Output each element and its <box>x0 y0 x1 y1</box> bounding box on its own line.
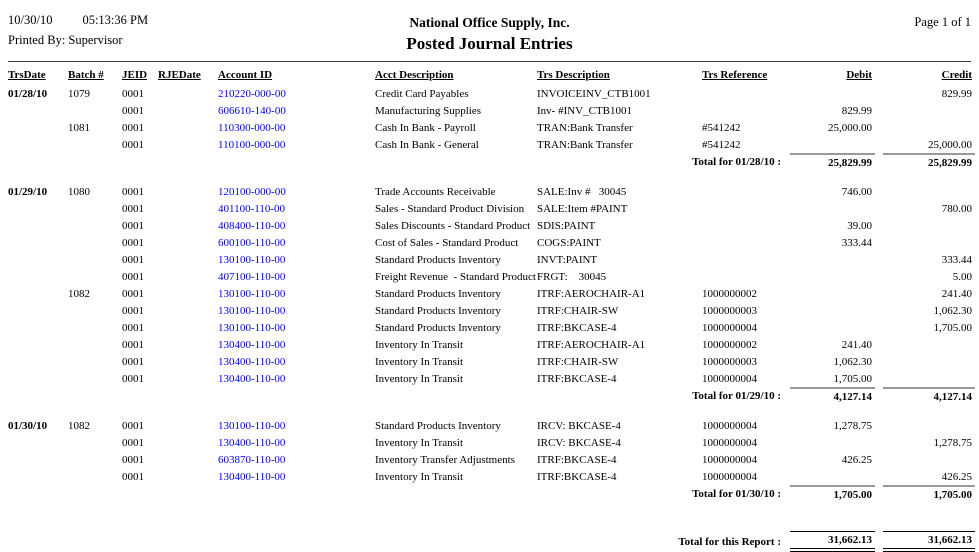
trs-reference-cell <box>702 200 790 217</box>
rjedate-cell <box>158 319 218 336</box>
credit-cell <box>875 451 975 468</box>
debit-cell: 241.40 <box>841 338 872 351</box>
jeid-cell: 0001 <box>122 104 144 117</box>
trs-description-cell: TRAN:Bank Transfer <box>537 121 633 134</box>
batch-number-cell <box>68 336 122 353</box>
account-id-link[interactable]: 130100-110-00 <box>218 304 286 317</box>
trs-date-cell <box>8 434 68 451</box>
col-header-rjedate: RJEDate <box>158 69 201 81</box>
trs-reference-cell: #541242 <box>702 121 741 134</box>
rjedate-cell <box>158 119 218 136</box>
account-id-link[interactable]: 408400-110-00 <box>218 219 286 232</box>
account-id-link[interactable]: 130400-110-00 <box>218 436 286 449</box>
print-time: 05:13:36 PM <box>82 13 149 27</box>
journal-row <box>8 336 975 353</box>
spacer-row <box>8 404 975 417</box>
rjedate-cell <box>158 217 218 234</box>
debit-cell <box>790 468 875 485</box>
batch-number-cell <box>68 268 122 285</box>
rjedate-cell <box>158 285 218 302</box>
trs-description-cell: ITRF:CHAIR-SW <box>537 355 619 368</box>
acct-description-cell: Sales Discounts - Standard Product <box>375 219 531 232</box>
debit-cell: 1,278.75 <box>833 419 872 432</box>
debit-cell <box>790 302 875 319</box>
trs-reference-cell <box>702 85 790 102</box>
jeid-cell: 0001 <box>122 236 144 249</box>
rjedate-cell <box>158 234 218 251</box>
journal-row <box>8 353 975 370</box>
debit-cell: 829.99 <box>841 104 872 117</box>
credit-cell: 241.40 <box>941 287 972 300</box>
acct-description-cell: Standard Products Inventory <box>375 304 501 317</box>
col-header-account: Account ID <box>218 69 273 81</box>
col-header-trsdesc: Trs Description <box>537 69 610 81</box>
debit-cell <box>790 136 875 153</box>
account-id-link[interactable]: 130400-110-00 <box>218 355 286 368</box>
journal-row <box>8 451 975 468</box>
debit-cell: 39.00 <box>847 219 872 232</box>
batch-number-cell <box>68 200 122 217</box>
journal-row <box>8 119 975 136</box>
account-id-link[interactable]: 110100-000-00 <box>218 138 286 151</box>
trs-date-cell <box>8 451 68 468</box>
journal-row <box>8 370 975 387</box>
credit-cell <box>875 370 975 387</box>
debit-cell: 25,000.00 <box>828 121 872 134</box>
col-header-trsdate: TrsDate <box>8 69 46 81</box>
trs-date-cell: 01/29/10 <box>8 185 48 198</box>
credit-cell <box>875 119 975 136</box>
acct-description-cell: Standard Products Inventory <box>375 287 501 300</box>
batch-number-cell: 1082 <box>68 419 90 432</box>
print-date: 10/30/10 <box>8 13 53 27</box>
account-id-link[interactable]: 110300-000-00 <box>218 121 286 134</box>
trs-date-cell <box>8 119 68 136</box>
trs-date-cell: 01/30/10 <box>8 419 48 432</box>
total-credit-value: 4,127.14 <box>883 387 975 404</box>
credit-cell: 1,278.75 <box>933 436 972 449</box>
trs-date-cell <box>8 285 68 302</box>
acct-description-cell: Manufacturing Supplies <box>375 104 482 117</box>
trs-reference-cell: 1000000004 <box>702 372 757 385</box>
trs-description-cell: TRAN:Bank Transfer <box>537 138 633 151</box>
printed-by: Printed By: Supervisor <box>8 33 123 47</box>
batch-number-cell <box>68 319 122 336</box>
trs-reference-cell: 1000000004 <box>702 470 757 483</box>
credit-cell: 829.99 <box>941 87 972 100</box>
journal-row <box>8 85 975 102</box>
spacer-row <box>8 502 975 515</box>
credit-cell <box>875 217 975 234</box>
account-id-link[interactable]: 407100-110-00 <box>218 270 286 283</box>
jeid-cell: 0001 <box>122 355 144 368</box>
trs-reference-cell <box>702 217 790 234</box>
account-id-link[interactable]: 120100-000-00 <box>218 185 286 198</box>
trs-reference-cell: 1000000002 <box>702 338 757 351</box>
trs-reference-cell <box>702 183 790 200</box>
acct-description-cell: Inventory In Transit <box>375 338 463 351</box>
credit-cell <box>875 234 975 251</box>
trs-reference-cell: 1000000004 <box>702 419 757 432</box>
journal-row <box>8 417 975 434</box>
credit-cell: 5.00 <box>952 270 972 283</box>
total-credit-cell <box>875 387 975 404</box>
rjedate-cell <box>158 183 218 200</box>
journal-row <box>8 183 975 200</box>
trs-date-cell: 01/28/10 <box>8 87 48 100</box>
report-title: Posted Journal Entries <box>406 34 573 53</box>
journal-row <box>8 102 975 119</box>
col-header-trsref: Trs Reference <box>702 69 768 81</box>
total-debit-value: 25,829.99 <box>790 153 875 170</box>
rjedate-cell <box>158 353 218 370</box>
debit-cell: 1,062.30 <box>833 355 872 368</box>
acct-description-cell: Inventory Transfer Adjustments <box>375 453 515 466</box>
journal-row <box>8 268 975 285</box>
journal-row <box>8 234 975 251</box>
jeid-cell: 0001 <box>122 321 144 334</box>
total-debit-value: 4,127.14 <box>790 387 875 404</box>
account-id-link[interactable]: 401100-110-00 <box>218 202 286 215</box>
rjedate-cell <box>158 102 218 119</box>
acct-description-cell: Inventory In Transit <box>375 372 463 385</box>
jeid-cell: 0001 <box>122 304 144 317</box>
company-name: National Office Supply, Inc. <box>409 15 570 30</box>
acct-description-cell: Standard Products Inventory <box>375 321 501 334</box>
debit-cell: 1,705.00 <box>833 372 872 385</box>
report-header <box>8 13 971 54</box>
rjedate-cell <box>158 268 218 285</box>
total-debit-cell <box>790 387 875 404</box>
acct-description-cell: Cash In Bank - Payroll <box>375 121 476 134</box>
col-header-acctdesc: Acct Description <box>375 69 454 81</box>
total-credit-value: 25,829.99 <box>883 153 975 170</box>
jeid-cell: 0001 <box>122 121 144 134</box>
trs-date-cell <box>8 468 68 485</box>
trs-date-cell <box>8 319 68 336</box>
acct-description-cell: Standard Products Inventory <box>375 253 501 266</box>
total-debit-value: 31,662.13 <box>790 531 875 552</box>
total-label: Total for 01/30/10 : <box>692 487 781 500</box>
rjedate-cell <box>158 370 218 387</box>
acct-description-cell: Cash In Bank - General <box>375 138 479 151</box>
credit-cell: 333.44 <box>941 253 972 266</box>
batch-number-cell <box>68 234 122 251</box>
jeid-cell: 0001 <box>122 185 144 198</box>
total-label: Total for this Report : <box>678 535 781 548</box>
trs-description-cell: INVT:PAINT <box>537 253 598 266</box>
jeid-cell: 0001 <box>122 87 144 100</box>
acct-description-cell: Trade Accounts Receivable <box>375 185 496 198</box>
column-header-row <box>8 62 975 85</box>
debit-cell <box>790 251 875 268</box>
trs-date-cell <box>8 251 68 268</box>
acct-description-cell: Inventory In Transit <box>375 436 463 449</box>
spacer-cell <box>8 404 975 417</box>
journal-table-body <box>8 85 975 552</box>
jeid-cell: 0001 <box>122 470 144 483</box>
jeid-cell: 0001 <box>122 253 144 266</box>
trs-reference-cell: #541242 <box>702 138 741 151</box>
rjedate-cell <box>158 451 218 468</box>
batch-number-cell <box>68 451 122 468</box>
jeid-cell: 0001 <box>122 372 144 385</box>
batch-number-cell <box>68 102 122 119</box>
rjedate-cell <box>158 417 218 434</box>
jeid-cell: 0001 <box>122 270 144 283</box>
spacer-row <box>8 515 975 531</box>
journal-row <box>8 217 975 234</box>
trs-reference-cell: 1000000004 <box>702 453 757 466</box>
debit-cell <box>790 85 875 102</box>
trs-description-cell: ITRF:BKCASE-4 <box>537 453 617 466</box>
credit-cell <box>875 417 975 434</box>
total-row <box>8 153 975 170</box>
rjedate-cell <box>158 434 218 451</box>
trs-date-cell <box>8 136 68 153</box>
col-header-jeid: JEID <box>122 69 148 81</box>
trs-description-cell: ITRF:AEROCHAIR-A1 <box>537 287 646 300</box>
acct-description-cell: Cost of Sales - Standard Product <box>375 236 519 249</box>
rjedate-cell <box>158 85 218 102</box>
credit-cell <box>875 336 975 353</box>
trs-date-cell <box>8 302 68 319</box>
trs-date-cell <box>8 102 68 119</box>
account-id-link[interactable]: 606610-140-00 <box>218 104 286 117</box>
debit-cell <box>790 268 875 285</box>
trs-description-cell: SALE:Item #PAINT <box>537 202 628 215</box>
trs-date-cell <box>8 370 68 387</box>
batch-number-cell <box>68 370 122 387</box>
credit-cell: 780.00 <box>941 202 972 215</box>
trs-description-cell: ITRF:BKCASE-4 <box>537 470 617 483</box>
trs-description-cell: COGS:PAINT <box>537 236 601 249</box>
report-header-center <box>288 13 691 54</box>
trs-reference-cell: 1000000004 <box>702 436 757 449</box>
acct-description-cell: Freight Revenue - Standard Product <box>375 270 536 283</box>
trs-description-cell: ITRF:CHAIR-SW <box>537 304 619 317</box>
trs-date-cell <box>8 234 68 251</box>
credit-cell <box>875 102 975 119</box>
account-id-link[interactable]: 210220-000-00 <box>218 87 286 100</box>
journal-row <box>8 319 975 336</box>
col-header-credit: Credit <box>941 69 972 81</box>
col-header-debit: Debit <box>846 69 872 81</box>
trs-reference-cell: 1000000002 <box>702 287 757 300</box>
debit-cell: 333.44 <box>841 236 872 249</box>
jeid-cell: 0001 <box>122 202 144 215</box>
account-id-link[interactable]: 130400-110-00 <box>218 372 286 385</box>
trs-description-cell: ITRF:BKCASE-4 <box>537 321 617 334</box>
report-header-left <box>8 13 288 48</box>
rjedate-cell <box>158 136 218 153</box>
total-label: Total for 01/28/10 : <box>692 155 781 168</box>
jeid-cell: 0001 <box>122 219 144 232</box>
trs-reference-cell: 1000000003 <box>702 304 757 317</box>
total-credit-cell <box>875 485 975 502</box>
account-id-link[interactable]: 130400-110-00 <box>218 470 286 483</box>
acct-description-cell: Credit Card Payables <box>375 87 469 100</box>
credit-cell <box>875 183 975 200</box>
total-row <box>8 531 975 552</box>
total-row <box>8 387 975 404</box>
acct-description-cell: Standard Products Inventory <box>375 419 501 432</box>
batch-number-cell: 1081 <box>68 121 90 134</box>
account-id-link[interactable]: 130100-110-00 <box>218 321 286 334</box>
trs-description-cell: SDIS:PAINT <box>537 219 596 232</box>
journal-row <box>8 302 975 319</box>
rjedate-cell <box>158 200 218 217</box>
trs-reference-cell <box>702 234 790 251</box>
credit-cell <box>875 353 975 370</box>
rjedate-cell <box>158 251 218 268</box>
total-debit-cell <box>790 153 875 170</box>
debit-cell <box>790 285 875 302</box>
spacer-cell <box>8 170 975 183</box>
trs-reference-cell: 1000000003 <box>702 355 757 368</box>
print-date-time <box>8 13 288 28</box>
total-row <box>8 485 975 502</box>
spacer-cell <box>8 515 975 531</box>
trs-description-cell: Inv- #INV_CTB1001 <box>537 104 633 117</box>
batch-number-cell <box>68 217 122 234</box>
debit-cell <box>790 319 875 336</box>
journal-entries-table <box>8 62 975 552</box>
journal-row <box>8 434 975 451</box>
jeid-cell: 0001 <box>122 436 144 449</box>
rjedate-cell <box>158 468 218 485</box>
spacer-row <box>8 170 975 183</box>
credit-cell: 426.25 <box>941 470 972 483</box>
total-credit-cell <box>875 153 975 170</box>
trs-description-cell: SALE:Inv # 30045 <box>537 185 627 198</box>
journal-row <box>8 200 975 217</box>
journal-row <box>8 285 975 302</box>
trs-date-cell <box>8 336 68 353</box>
total-credit-cell <box>875 531 975 552</box>
trs-date-cell <box>8 200 68 217</box>
batch-number-cell <box>68 251 122 268</box>
trs-reference-cell <box>702 268 790 285</box>
trs-reference-cell <box>702 102 790 119</box>
total-label: Total for 01/29/10 : <box>692 389 781 402</box>
rjedate-cell <box>158 302 218 319</box>
col-header-batch: Batch # <box>68 69 104 81</box>
jeid-cell: 0001 <box>122 287 144 300</box>
rjedate-cell <box>158 336 218 353</box>
account-id-link[interactable]: 130100-110-00 <box>218 287 286 300</box>
acct-description-cell: Inventory In Transit <box>375 355 463 368</box>
account-id-link[interactable]: 130100-110-00 <box>218 253 286 266</box>
journal-row <box>8 468 975 485</box>
acct-description-cell: Sales - Standard Product Division <box>375 202 525 215</box>
trs-description-cell: IRCV: BKCASE-4 <box>537 419 621 432</box>
debit-cell: 746.00 <box>841 185 872 198</box>
trs-description-cell: ITRF:AEROCHAIR-A1 <box>537 338 646 351</box>
debit-cell: 426.25 <box>841 453 872 466</box>
trs-date-cell <box>8 268 68 285</box>
batch-number-cell <box>68 302 122 319</box>
trs-description-cell: IRCV: BKCASE-4 <box>537 436 621 449</box>
jeid-cell: 0001 <box>122 419 144 432</box>
jeid-cell: 0001 <box>122 338 144 351</box>
trs-date-cell <box>8 217 68 234</box>
journal-table-header <box>8 62 975 85</box>
batch-number-cell: 1082 <box>68 287 90 300</box>
page-number: Page 1 of 1 <box>914 15 971 29</box>
account-id-link[interactable]: 603870-110-00 <box>218 453 286 466</box>
spacer-cell <box>8 502 975 515</box>
total-debit-value: 1,705.00 <box>790 485 875 502</box>
debit-cell <box>790 200 875 217</box>
credit-cell: 1,705.00 <box>933 321 972 334</box>
batch-number-cell <box>68 136 122 153</box>
batch-number-cell: 1080 <box>68 185 90 198</box>
trs-description-cell: FRGT: 30045 <box>537 270 607 283</box>
total-debit-cell <box>790 485 875 502</box>
account-id-link[interactable]: 130100-110-00 <box>218 419 286 432</box>
journal-row <box>8 251 975 268</box>
trs-reference-cell <box>702 251 790 268</box>
credit-cell: 1,062.30 <box>933 304 972 317</box>
acct-description-cell: Inventory In Transit <box>375 470 463 483</box>
trs-date-cell <box>8 353 68 370</box>
account-id-link[interactable]: 130400-110-00 <box>218 338 286 351</box>
credit-cell: 25,000.00 <box>928 138 972 151</box>
trs-description-cell: ITRF:BKCASE-4 <box>537 372 617 385</box>
batch-number-cell <box>68 353 122 370</box>
jeid-cell: 0001 <box>122 138 144 151</box>
account-id-link[interactable]: 600100-110-00 <box>218 236 286 249</box>
total-credit-value: 31,662.13 <box>883 531 975 552</box>
journal-row <box>8 136 975 153</box>
total-credit-value: 1,705.00 <box>883 485 975 502</box>
batch-number-cell <box>68 434 122 451</box>
total-debit-cell <box>790 531 875 552</box>
batch-number-cell: 1079 <box>68 87 90 100</box>
trs-description-cell: INVOICEINV_CTB1001 <box>537 87 651 100</box>
debit-cell <box>790 434 875 451</box>
jeid-cell: 0001 <box>122 453 144 466</box>
batch-number-cell <box>68 468 122 485</box>
trs-reference-cell: 1000000004 <box>702 321 757 334</box>
